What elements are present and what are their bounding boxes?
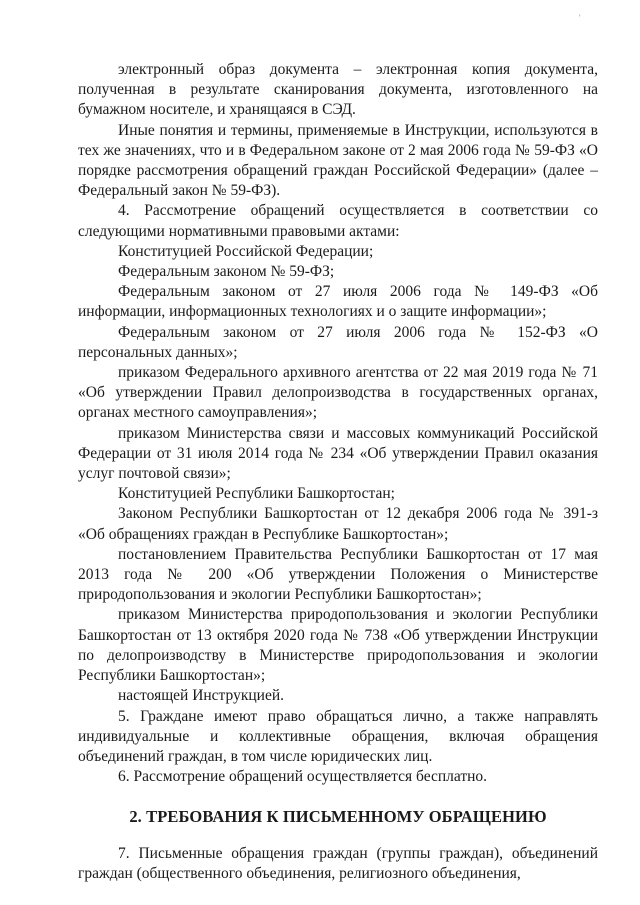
list-item-act: приказом Федерального архивного агентства от 22 мая 2019 года № 71 «Об утверждении Правил делопроизводства в государственных органах, органах местного самоуправления»; [78,364,598,422]
document-body [78,60,598,884]
paragraph-item-7: 7. Письменные обращения граждан (группы граждан), объединений граждан (общественного объединения, религиозного объединения, [78,844,598,882]
scan-mark: ' [579,13,581,23]
list-item-act: настоящей Инструкцией. [118,687,284,705]
list-item-act: Федеральным законом от 27 июля 2006 года № 149-ФЗ «Об информации, информационных технологиях и о защите информации»; [78,283,598,321]
list-item-act: Федеральным законом № 59-ФЗ; [118,263,335,281]
list-item-act: приказом Министерства связи и массовых коммуникаций Российской Федерации от 31 июля 2014 года № 234 «Об утверждении Правил оказания услуг почтовой связи»; [78,424,598,483]
list-item-act: Конституцией Российской Федерации; [118,242,374,260]
list-item-act: Федеральным законом от 27 июля 2006 года № 152-ФЗ «О персональных данных»; [78,323,598,361]
paragraph-terms: Иные понятия и термины, применяемые в Инструкции, используются в тех же значениях, что и в Федеральном законе от 2 мая 2006 года № 59-ФЗ «О порядке рассмотрения обращений граждан Российской Федерации» (далее – Федеральный закон № 59-ФЗ). [78,121,598,200]
list-item-act: приказом Министерства природопользования и экологии Республики Башкортостан от 13 октября 2020 года № 738 «Об утверждении Инструкции по делопроизводству в Министерстве природопользования и экологии Республики Башкортостан»; [78,606,598,685]
section-heading: 2. ТРЕБОВАНИЯ К ПИСЬМЕННОМУ ОБРАЩЕНИЮ [129,807,547,827]
paragraph-item-6: 6. Рассмотрение обращений осуществляется бесплатно. [118,768,488,786]
paragraph-item-5: 5. Граждане имеют право обращаться лично, а также направлять индивидуальные и коллективные обращения, включая обращения объединений граждан, в том числе юридических лиц. [78,707,598,765]
list-item-act: Конституцией Республики Башкортостан; [118,485,395,503]
paragraph-definition-electronic-image: электронный образ документа – электронная копия документа, полученная в результате сканирования документа, изготовленного на бумажном носителе, и хранящаяся в СЭД. [78,61,598,119]
paragraph-item-4: 4. Рассмотрение обращений осуществляется в соответствии со следующими нормативными правовыми актами: [78,202,598,240]
list-item-act: постановлением Правительства Республики Башкортостан от 17 мая 2013 года № 200 «Об утверждении Положения о Министерстве природопользования и экологии Республики Башкортостан»; [78,545,598,604]
list-item-act: Законом Республики Башкортостан от 12 декабря 2006 года № 391-з «Об обращениях граждан в Республике Башкортостан»; [78,505,598,543]
